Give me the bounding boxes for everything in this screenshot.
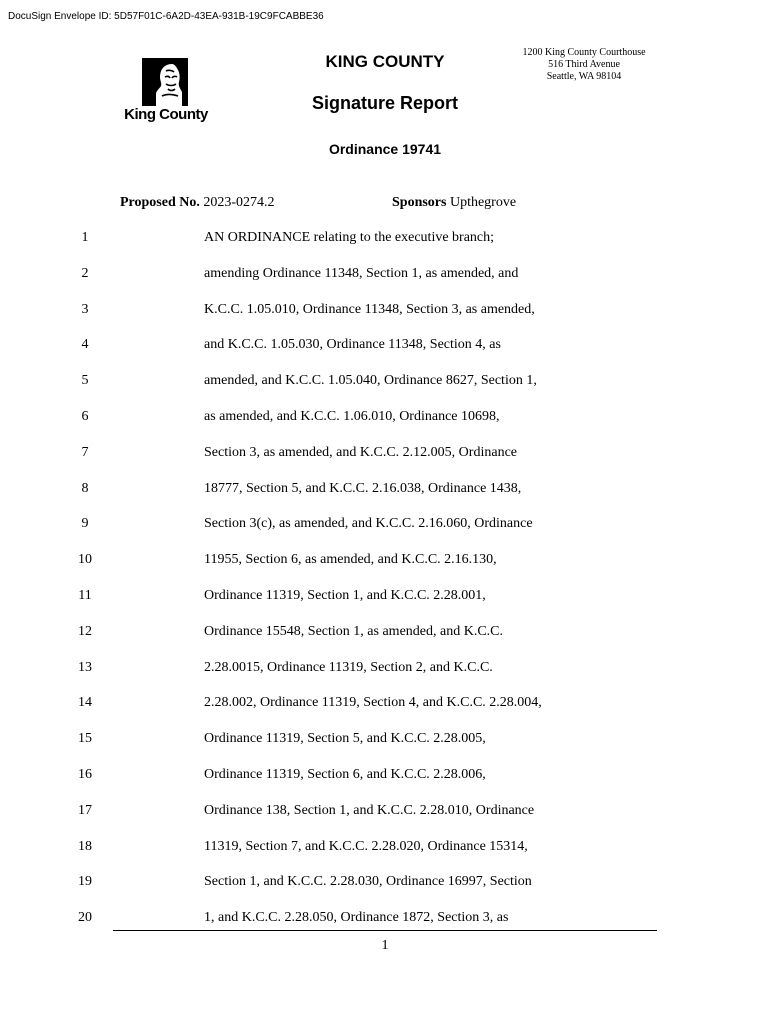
text-line (0, 481, 770, 501)
address-block (504, 47, 664, 83)
text-line (0, 373, 770, 393)
line-text: Section 3, as amended, and K.C.C. 2.12.005, Ordinance (204, 444, 517, 460)
line-text: Section 1, and K.C.C. 2.28.030, Ordinance 16997, Section (204, 874, 532, 890)
page-number: 1 (381, 938, 389, 953)
text-line (0, 445, 770, 465)
king-county-logo (118, 58, 214, 128)
line-text: Section 3(c), as amended, and K.C.C. 2.16.060, Ordinance (204, 516, 533, 532)
line-text: amending Ordinance 11348, Section 1, as amended, and (204, 265, 519, 281)
line-number: 13 (78, 659, 92, 675)
line-number: 8 (81, 480, 89, 496)
line-number: 18 (78, 838, 92, 854)
text-line (0, 767, 770, 787)
text-line (0, 302, 770, 322)
text-line (0, 839, 770, 859)
proposed-value: 2023-0274.2 (203, 195, 275, 210)
line-number: 2 (81, 265, 89, 281)
text-line (0, 409, 770, 429)
text-line (0, 552, 770, 572)
sponsors (392, 195, 516, 211)
line-text: and K.C.C. 1.05.030, Ordinance 11348, Section 4, as (204, 337, 501, 353)
text-line (0, 516, 770, 536)
sponsors-label: Sponsors (392, 195, 447, 210)
king-county-logo-icon (142, 58, 188, 106)
line-number: 1 (81, 230, 89, 245)
line-number: 3 (81, 301, 89, 317)
line-number: 16 (78, 767, 92, 782)
line-number: 15 (78, 731, 92, 747)
line-number: 4 (81, 337, 89, 353)
logo-text: King County (124, 106, 208, 123)
line-number: 9 (81, 516, 89, 532)
line-number: 14 (78, 695, 92, 711)
proposed-label: Proposed No. (120, 195, 200, 210)
text-line (0, 910, 770, 930)
line-number: 6 (81, 409, 89, 424)
footer-divider (113, 930, 657, 931)
line-number: 20 (78, 910, 92, 926)
line-text: Ordinance 15548, Section 1, as amended, and K.C.C. (204, 623, 503, 639)
line-number: 10 (78, 552, 92, 568)
line-text: 11319, Section 7, and K.C.C. 2.28.020, Ordinance 15314, (204, 838, 528, 854)
ordinance-title: Ordinance 19741 (328, 141, 442, 157)
line-text: 11955, Section 6, as amended, and K.C.C. 2.16.130, (204, 552, 497, 568)
line-text: Ordinance 11319, Section 5, and K.C.C. 2.28.005, (204, 731, 486, 747)
address-line: Seattle, WA 98104 (546, 71, 622, 82)
line-number: 7 (81, 444, 89, 460)
text-line (0, 803, 770, 823)
line-text: K.C.C. 1.05.010, Ordinance 11348, Section 3, as amended, (204, 301, 535, 317)
line-number: 19 (78, 874, 92, 890)
line-text: as amended, and K.C.C. 1.06.010, Ordinance 10698, (204, 409, 500, 424)
address-line: 516 Third Avenue (548, 59, 620, 70)
text-line (0, 874, 770, 894)
text-line (0, 660, 770, 680)
text-line (0, 624, 770, 644)
text-line (0, 230, 770, 250)
line-text: 2.28.002, Ordinance 11319, Section 4, and K.C.C. 2.28.004, (204, 695, 542, 711)
text-line (0, 266, 770, 286)
line-number: 17 (78, 802, 92, 818)
envelope-id: DocuSign Envelope ID: 5D57F01C-6A2D-43EA-931B-19C9FCABBE36 (8, 11, 324, 22)
sponsors-value: Upthegrove (449, 195, 517, 210)
text-line (0, 337, 770, 357)
line-text: Ordinance 11319, Section 6, and K.C.C. 2.28.006, (204, 767, 486, 782)
report-title: Signature Report (311, 93, 458, 113)
proposed-number (120, 195, 275, 211)
line-text: AN ORDINANCE relating to the executive branch; (204, 230, 495, 245)
line-number: 5 (81, 373, 89, 389)
line-text: 18777, Section 5, and K.C.C. 2.16.038, Ordinance 1438, (204, 480, 522, 496)
text-line (0, 695, 770, 715)
line-text: 2.28.0015, Ordinance 11319, Section 2, and K.C.C. (204, 659, 493, 675)
line-text: 1, and K.C.C. 2.28.050, Ordinance 1872, Section 3, as (204, 910, 509, 926)
line-text: amended, and K.C.C. 1.05.040, Ordinance 8627, Section 1, (204, 373, 537, 389)
line-text: Ordinance 138, Section 1, and K.C.C. 2.28.010, Ordinance (204, 802, 535, 818)
line-number: 12 (78, 623, 92, 639)
county-title: KING COUNTY (325, 52, 445, 71)
address-line: 1200 King County Courthouse (522, 47, 646, 58)
line-text: Ordinance 11319, Section 1, and K.C.C. 2.28.001, (204, 588, 486, 603)
text-line (0, 588, 770, 608)
line-number: 11 (78, 588, 92, 603)
text-line (0, 731, 770, 751)
